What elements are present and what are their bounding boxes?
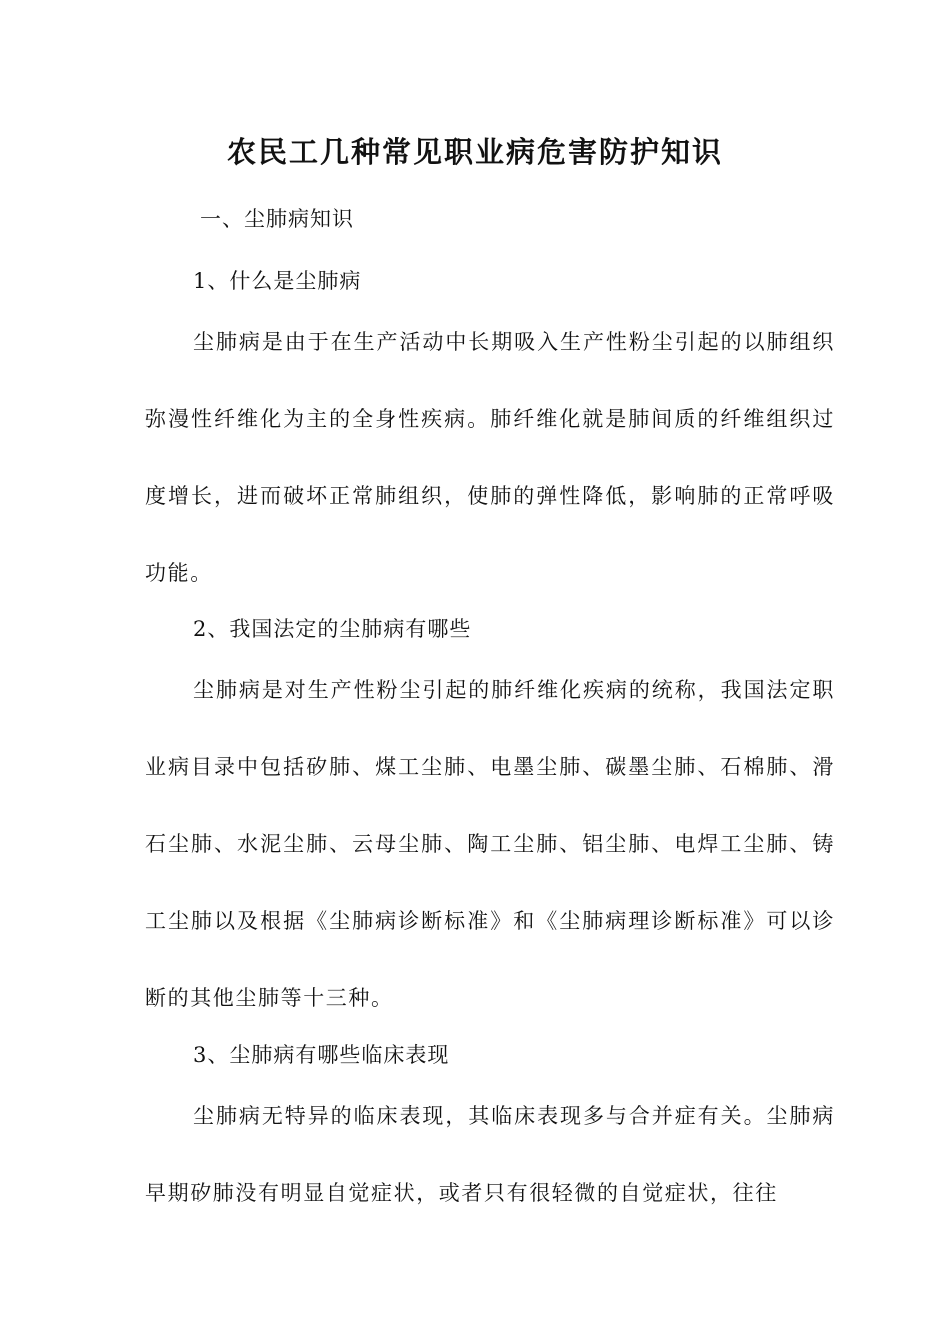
paragraph-definition: 尘肺病是由于在生产活动中长期吸入生产性粉尘引起的以肺组织弥漫性纤维化为主的全身性疾病。肺纤维化就是肺间质的纤维组织过度增长，进而破坏正常肺组织，使肺的弹性降低，影响肺的正常呼吸功能。: [145, 330, 835, 585]
subheading-what-is-pneumoconiosis: 1、什么是尘肺病: [193, 269, 362, 293]
paragraph-legal-types: 尘肺病是对生产性粉尘引起的肺纤维化疾病的统称，我国法定职业病目录中包括矽肺、煤工尘肺、电墨尘肺、碳墨尘肺、石棉肺、滑石尘肺、水泥尘肺、云母尘肺、陶工尘肺、铝尘肺、电焊工尘肺、铸工尘肺以及根据《尘肺病诊断标准》和《尘肺病理诊断标准》可以诊断的其他尘肺等十三种。: [145, 678, 835, 1010]
section-heading-pneumoconiosis: 一、尘肺病知识: [200, 207, 354, 231]
paragraph-clinical-manifestations: 尘肺病无特异的临床表现，其临床表现多与合并症有关。尘肺病早期矽肺没有明显自觉症状，或者只有很轻微的自觉症状，往往: [145, 1104, 835, 1205]
document-title: 农民工几种常见职业病危害防护知识: [226, 135, 723, 169]
subheading-clinical-manifestations: 3、尘肺病有哪些临床表现: [193, 1043, 450, 1067]
subheading-legal-pneumoconiosis-types: 2、我国法定的尘肺病有哪些: [193, 617, 472, 641]
